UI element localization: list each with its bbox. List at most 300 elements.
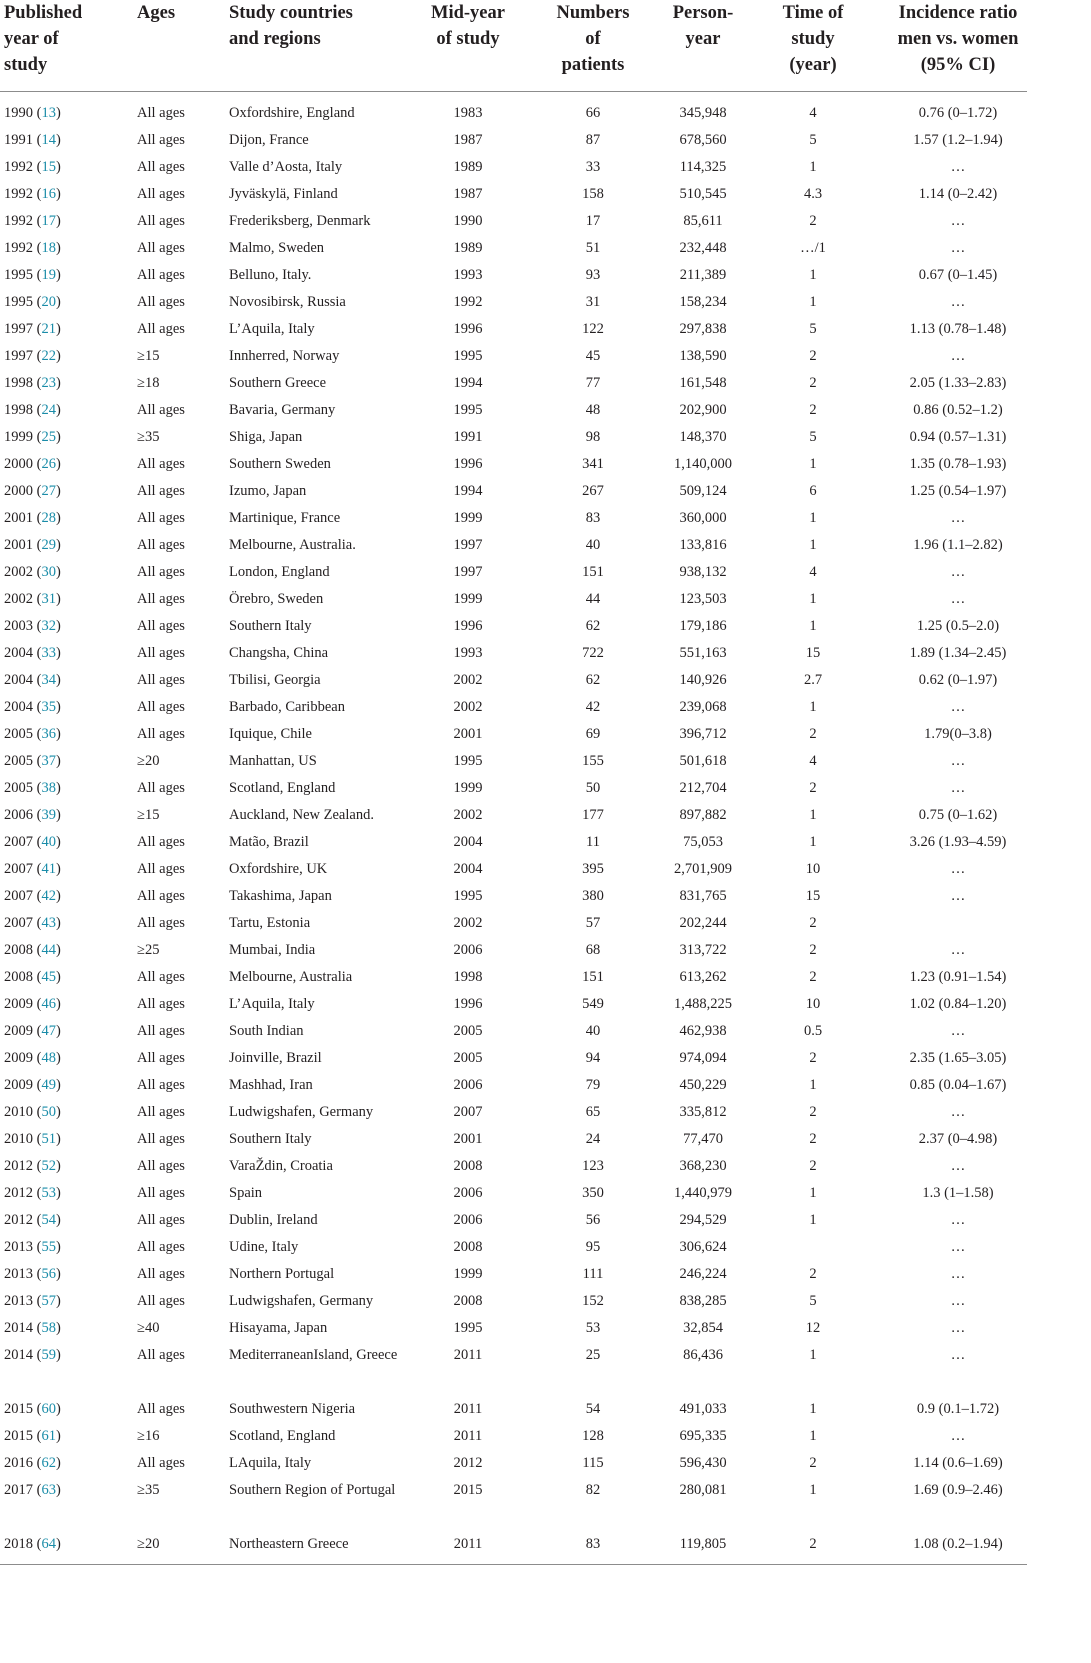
person-year-cell: 974,094 bbox=[679, 1050, 727, 1066]
reference-link[interactable]: 22 bbox=[41, 348, 56, 364]
table-row bbox=[0, 1261, 1027, 1288]
published-year: 2015 bbox=[4, 1401, 33, 1417]
published-year-cell: 1992 (15) bbox=[4, 159, 61, 175]
mid-year-cell: 2004 bbox=[453, 834, 483, 850]
incidence-ratio-cell: 1.23 (0.91–1.54) bbox=[909, 969, 1007, 985]
person-year-cell: 246,224 bbox=[679, 1266, 727, 1282]
mid-year-cell: 2002 bbox=[453, 672, 483, 688]
published-year: 2005 bbox=[4, 753, 33, 769]
ages-cell: All ages bbox=[137, 645, 185, 661]
reference-link[interactable]: 17 bbox=[41, 213, 56, 229]
reference-link[interactable]: 51 bbox=[41, 1131, 56, 1147]
time-of-study-cell: 5 bbox=[809, 321, 817, 337]
patients-cell: 123 bbox=[582, 1158, 604, 1174]
published-year-cell: 2017 (63) bbox=[4, 1482, 61, 1498]
time-of-study-cell: 1 bbox=[809, 1185, 817, 1201]
published-year: 2014 bbox=[4, 1347, 33, 1363]
study-region-cell: Hisayama, Japan bbox=[229, 1320, 328, 1336]
ages-cell: All ages bbox=[137, 861, 185, 877]
person-year-cell: 211,389 bbox=[679, 267, 727, 283]
incidence-ratio-cell: 1.02 (0.84–1.20) bbox=[909, 996, 1007, 1012]
incidence-ratio-cell: … bbox=[950, 861, 966, 877]
person-year-cell: 695,335 bbox=[679, 1428, 727, 1444]
incidence-ratio-cell: … bbox=[950, 294, 966, 310]
reference-link[interactable]: 55 bbox=[41, 1239, 56, 1255]
ages-cell: All ages bbox=[137, 699, 185, 715]
reference-link[interactable]: 47 bbox=[41, 1023, 56, 1039]
mid-year-cell: 2001 bbox=[453, 726, 483, 742]
published-year-cell: 2002 (31) bbox=[4, 591, 61, 607]
published-year-cell: 1990 (13) bbox=[4, 105, 61, 121]
patients-cell: 79 bbox=[585, 1077, 601, 1093]
time-of-study-cell: 1 bbox=[809, 1482, 817, 1498]
reference-link[interactable]: 63 bbox=[41, 1482, 56, 1498]
ages-cell: All ages bbox=[137, 294, 185, 310]
time-of-study-cell: 4.3 bbox=[803, 186, 823, 202]
reference-link[interactable]: 14 bbox=[41, 132, 56, 148]
incidence-ratio-cell: … bbox=[950, 348, 966, 364]
table-row bbox=[0, 1234, 1027, 1261]
published-year-cell: 2007 (40) bbox=[4, 834, 61, 850]
published-year-cell: 1995 (20) bbox=[4, 294, 61, 310]
incidence-ratio-cell: 3.26 (1.93–4.59) bbox=[909, 834, 1007, 850]
ages-cell: All ages bbox=[137, 510, 185, 526]
study-region-cell: Malmo, Sweden bbox=[229, 240, 325, 256]
mid-year-cell: 1987 bbox=[453, 132, 483, 148]
person-year-cell: 239,068 bbox=[679, 699, 727, 715]
time-of-study-cell: 1 bbox=[809, 699, 817, 715]
incidence-ratio-cell: … bbox=[950, 564, 966, 580]
table-row bbox=[0, 694, 1027, 721]
patients-cell: 33 bbox=[585, 159, 601, 175]
published-year: 2008 bbox=[4, 942, 33, 958]
reference-link[interactable]: 54 bbox=[41, 1212, 56, 1228]
published-year: 2008 bbox=[4, 969, 33, 985]
time-of-study-cell: 2 bbox=[809, 1266, 817, 1282]
reference-link[interactable]: 28 bbox=[41, 510, 56, 526]
time-of-study-cell: 1 bbox=[809, 1212, 817, 1228]
mid-year-cell: 1993 bbox=[453, 645, 483, 661]
reference-link[interactable]: 29 bbox=[41, 537, 56, 553]
ages-cell: All ages bbox=[137, 591, 185, 607]
patients-cell: 24 bbox=[585, 1131, 601, 1147]
published-year: 2013 bbox=[4, 1293, 33, 1309]
ages-cell: All ages bbox=[137, 1266, 185, 1282]
reference-link[interactable]: 19 bbox=[41, 267, 56, 283]
study-region-cell: Ludwigshafen, Germany bbox=[229, 1293, 374, 1309]
incidence-ratio-cell: … bbox=[950, 888, 966, 904]
patients-cell: 40 bbox=[585, 1023, 601, 1039]
reference-link[interactable]: 42 bbox=[41, 888, 56, 904]
published-year: 2013 bbox=[4, 1239, 33, 1255]
patients-cell: 65 bbox=[585, 1104, 601, 1120]
reference-link[interactable]: 37 bbox=[41, 753, 56, 769]
ages-cell: All ages bbox=[137, 213, 185, 229]
table-row bbox=[0, 1207, 1027, 1234]
published-year-cell: 2014 (59) bbox=[4, 1347, 61, 1363]
reference-link[interactable]: 27 bbox=[41, 483, 56, 499]
published-year: 2012 bbox=[4, 1158, 33, 1174]
reference-link[interactable]: 20 bbox=[41, 294, 56, 310]
reference-link[interactable]: 13 bbox=[41, 105, 56, 121]
mid-year-cell: 1994 bbox=[453, 483, 483, 499]
time-of-study-cell: 2 bbox=[809, 1131, 817, 1147]
person-year-cell: 396,712 bbox=[679, 726, 727, 742]
study-region-cell: Jyväskylä, Finland bbox=[229, 186, 338, 202]
person-year-cell: 148,370 bbox=[679, 429, 727, 445]
ages-cell: All ages bbox=[137, 1185, 185, 1201]
time-of-study-cell: 1 bbox=[809, 510, 817, 526]
reference-link[interactable]: 56 bbox=[41, 1266, 56, 1282]
incidence-ratio-cell: … bbox=[950, 1347, 966, 1363]
table-row bbox=[0, 775, 1027, 802]
reference-link[interactable]: 24 bbox=[41, 402, 56, 418]
published-year-cell: 2015 (61) bbox=[4, 1428, 61, 1444]
time-of-study-cell: 2 bbox=[809, 726, 817, 742]
time-of-study-cell: 1 bbox=[809, 1401, 817, 1417]
table-row bbox=[0, 262, 1027, 289]
published-year-cell: 2013 (57) bbox=[4, 1293, 61, 1309]
ages-cell: All ages bbox=[137, 456, 185, 472]
mid-year-cell: 2005 bbox=[453, 1050, 483, 1066]
patients-cell: 57 bbox=[585, 915, 601, 931]
incidence-ratio-cell: 0.67 (0–1.45) bbox=[918, 267, 998, 283]
incidence-ratio-cell: 2.35 (1.65–3.05) bbox=[909, 1050, 1007, 1066]
mid-year-cell: 2006 bbox=[453, 1212, 483, 1228]
patients-cell: 94 bbox=[585, 1050, 601, 1066]
time-of-study-cell: 10 bbox=[805, 861, 821, 877]
published-year: 1997 bbox=[4, 321, 33, 337]
patients-cell: 87 bbox=[585, 132, 601, 148]
published-year-cell: 2009 (48) bbox=[4, 1050, 61, 1066]
table-row bbox=[0, 856, 1027, 883]
person-year-cell: 133,816 bbox=[679, 537, 727, 553]
published-year: 2002 bbox=[4, 591, 33, 607]
reference-link[interactable]: 39 bbox=[41, 807, 56, 823]
published-year-cell: 1992 (17) bbox=[4, 213, 61, 229]
incidence-ratio-cell: 1.14 (0.6–1.69) bbox=[913, 1455, 1003, 1471]
mid-year-cell: 2008 bbox=[453, 1239, 483, 1255]
published-year-cell: 2013 (56) bbox=[4, 1266, 61, 1282]
patients-cell: 56 bbox=[585, 1212, 601, 1228]
mid-year-cell: 1994 bbox=[453, 375, 483, 391]
incidence-ratio-cell: … bbox=[950, 780, 966, 796]
incidence-ratio-cell: 1.3 (1–1.58) bbox=[922, 1185, 994, 1201]
published-year-cell: 2009 (46) bbox=[4, 996, 61, 1012]
reference-link[interactable]: 43 bbox=[41, 915, 56, 931]
published-year: 2015 bbox=[4, 1428, 33, 1444]
published-year: 1995 bbox=[4, 267, 33, 283]
incidence-ratio-cell: … bbox=[950, 159, 966, 175]
incidence-ratio-cell: … bbox=[950, 591, 966, 607]
patients-cell: 48 bbox=[585, 402, 601, 418]
patients-cell: 350 bbox=[582, 1185, 604, 1201]
incidence-ratio-cell: 1.25 (0.54–1.97) bbox=[909, 483, 1007, 499]
time-of-study-cell: 1 bbox=[809, 1428, 817, 1444]
table-row bbox=[0, 1153, 1027, 1180]
incidence-ratio-cell: … bbox=[950, 1239, 966, 1255]
table-row bbox=[0, 1531, 1027, 1558]
person-year-cell: 77,470 bbox=[683, 1131, 723, 1147]
study-region-cell: Udine, Italy bbox=[229, 1239, 299, 1255]
study-region-cell: South Indian bbox=[229, 1023, 304, 1039]
reference-link[interactable]: 18 bbox=[41, 240, 56, 256]
study-region-cell: MediterraneanIsland, Greece bbox=[229, 1347, 398, 1363]
patients-cell: 380 bbox=[582, 888, 604, 904]
published-year-cell: 2018 (64) bbox=[4, 1536, 61, 1552]
mid-year-cell: 1989 bbox=[453, 240, 483, 256]
person-year-cell: 140,926 bbox=[679, 672, 727, 688]
published-year: 2005 bbox=[4, 726, 33, 742]
mid-year-cell: 2002 bbox=[453, 915, 483, 931]
table-row bbox=[0, 640, 1027, 667]
person-year-cell: 462,938 bbox=[679, 1023, 727, 1039]
table-row bbox=[0, 1126, 1027, 1153]
published-year: 1998 bbox=[4, 402, 33, 418]
mid-year-cell: 2002 bbox=[453, 699, 483, 715]
reference-link[interactable]: 53 bbox=[41, 1185, 56, 1201]
reference-link[interactable]: 32 bbox=[41, 618, 56, 634]
person-year-cell: 232,448 bbox=[679, 240, 727, 256]
reference-link[interactable]: 59 bbox=[41, 1347, 56, 1363]
patients-cell: 17 bbox=[585, 213, 601, 229]
table-body bbox=[0, 100, 1027, 1558]
time-of-study-cell: 6 bbox=[809, 483, 817, 499]
study-region-cell: Shiga, Japan bbox=[229, 429, 303, 445]
published-year-cell: 2007 (43) bbox=[4, 915, 61, 931]
table-row bbox=[0, 1450, 1027, 1477]
reference-link[interactable]: 16 bbox=[41, 186, 56, 202]
patients-cell: 341 bbox=[582, 456, 604, 472]
table-row bbox=[0, 964, 1027, 991]
reference-link[interactable]: 33 bbox=[41, 645, 56, 661]
reference-link[interactable]: 49 bbox=[41, 1077, 56, 1093]
table-row bbox=[0, 1396, 1027, 1423]
published-year-cell: 1997 (21) bbox=[4, 321, 61, 337]
time-of-study-cell: 5 bbox=[809, 132, 817, 148]
reference-link[interactable]: 64 bbox=[41, 1536, 56, 1552]
published-year: 2002 bbox=[4, 564, 33, 580]
published-year-cell: 1995 (19) bbox=[4, 267, 61, 283]
person-year-cell: 613,262 bbox=[679, 969, 727, 985]
reference-link[interactable]: 50 bbox=[41, 1104, 56, 1120]
patients-cell: 66 bbox=[585, 105, 601, 121]
time-of-study-cell: 1 bbox=[809, 1347, 817, 1363]
person-year-cell: 551,163 bbox=[679, 645, 727, 661]
table-row bbox=[0, 1180, 1027, 1207]
mid-year-cell: 1983 bbox=[453, 105, 483, 121]
time-of-study-cell: 0.5 bbox=[803, 1023, 823, 1039]
mid-year-cell: 2007 bbox=[453, 1104, 483, 1120]
mid-year-cell: 2015 bbox=[453, 1482, 483, 1498]
time-of-study-cell: 1 bbox=[809, 1077, 817, 1093]
incidence-ratio-cell: … bbox=[950, 699, 966, 715]
time-of-study-cell: 2 bbox=[809, 1158, 817, 1174]
ages-cell: All ages bbox=[137, 1050, 185, 1066]
study-region-cell: Southern Italy bbox=[229, 618, 312, 634]
reference-link[interactable]: 60 bbox=[41, 1401, 56, 1417]
time-of-study-cell: 4 bbox=[809, 105, 817, 121]
incidence-ratio-cell: 0.62 (0–1.97) bbox=[918, 672, 998, 688]
table-row bbox=[0, 100, 1027, 127]
table-row bbox=[0, 235, 1027, 262]
mid-year-cell: 1995 bbox=[453, 402, 483, 418]
reference-link[interactable]: 40 bbox=[41, 834, 56, 850]
time-of-study-cell: 2 bbox=[809, 1050, 817, 1066]
published-year: 1992 bbox=[4, 240, 33, 256]
time-of-study-cell: 15 bbox=[805, 645, 821, 661]
study-region-cell: Matão, Brazil bbox=[229, 834, 309, 850]
mid-year-cell: 2011 bbox=[453, 1401, 483, 1417]
patients-cell: 62 bbox=[585, 618, 601, 634]
patients-cell: 98 bbox=[585, 429, 601, 445]
time-of-study-cell: 5 bbox=[809, 1293, 817, 1309]
bottom-rule bbox=[0, 1564, 1027, 1565]
person-year-cell: 123,503 bbox=[679, 591, 727, 607]
person-year-cell: 1,488,225 bbox=[674, 996, 732, 1012]
ages-cell: All ages bbox=[137, 564, 185, 580]
reference-link[interactable]: 36 bbox=[41, 726, 56, 742]
study-region-cell: Scotland, England bbox=[229, 1428, 336, 1444]
person-year-cell: 510,545 bbox=[679, 186, 727, 202]
reference-link[interactable]: 21 bbox=[41, 321, 56, 337]
ages-cell: All ages bbox=[137, 618, 185, 634]
header-rule bbox=[0, 91, 1027, 92]
header-published-year: Published year of study bbox=[4, 3, 83, 75]
ages-cell: All ages bbox=[137, 1455, 185, 1471]
person-year-cell: 119,805 bbox=[679, 1536, 727, 1552]
ages-cell: ≥40 bbox=[137, 1320, 160, 1336]
header-study-countries: Study countries and regions bbox=[229, 3, 353, 49]
incidence-ratio-cell: … bbox=[950, 1023, 966, 1039]
ages-cell: All ages bbox=[137, 915, 185, 931]
reference-link[interactable]: 57 bbox=[41, 1293, 56, 1309]
reference-link[interactable]: 30 bbox=[41, 564, 56, 580]
study-region-cell: Oxfordshire, UK bbox=[229, 861, 328, 877]
person-year-cell: 114,325 bbox=[679, 159, 727, 175]
header-incidence-ratio: Incidence ratio men vs. women (95% CI) bbox=[897, 3, 1019, 75]
reference-link[interactable]: 25 bbox=[41, 429, 56, 445]
patients-cell: 267 bbox=[582, 483, 604, 499]
ages-cell: All ages bbox=[137, 834, 185, 850]
person-year-cell: 596,430 bbox=[679, 1455, 727, 1471]
reference-link[interactable]: 41 bbox=[41, 861, 56, 877]
reference-link[interactable]: 45 bbox=[41, 969, 56, 985]
reference-link[interactable]: 38 bbox=[41, 780, 56, 796]
reference-link[interactable]: 35 bbox=[41, 699, 56, 715]
reference-link[interactable]: 58 bbox=[41, 1320, 56, 1336]
published-year: 2003 bbox=[4, 618, 33, 634]
reference-link[interactable]: 23 bbox=[41, 375, 56, 391]
patients-cell: 722 bbox=[582, 645, 604, 661]
study-region-cell: Izumo, Japan bbox=[229, 483, 307, 499]
published-year-cell: 2002 (30) bbox=[4, 564, 61, 580]
study-region-cell: Ludwigshafen, Germany bbox=[229, 1104, 374, 1120]
mid-year-cell: 1996 bbox=[453, 321, 483, 337]
reference-link[interactable]: 26 bbox=[41, 456, 56, 472]
published-year-cell: 2014 (58) bbox=[4, 1320, 61, 1336]
study-region-cell: Innherred, Norway bbox=[229, 348, 340, 364]
reference-link[interactable]: 15 bbox=[41, 159, 56, 175]
published-year: 2007 bbox=[4, 915, 33, 931]
incidence-ratio-cell: 0.75 (0–1.62) bbox=[918, 807, 998, 823]
patients-cell: 549 bbox=[582, 996, 604, 1012]
reference-link[interactable]: 34 bbox=[41, 672, 56, 688]
table-header bbox=[0, 0, 1027, 90]
study-region-cell: Tbilisi, Georgia bbox=[229, 672, 321, 688]
person-year-cell: 897,882 bbox=[679, 807, 727, 823]
incidence-ratio-cell: 0.76 (0–1.72) bbox=[918, 105, 998, 121]
time-of-study-cell: 2 bbox=[809, 402, 817, 418]
incidence-ratio-cell: 0.85 (0.04–1.67) bbox=[909, 1077, 1007, 1093]
incidence-ratio-cell: 0.9 (0.1–1.72) bbox=[916, 1401, 1000, 1417]
header-numbers-of-patients: Numbers of patients bbox=[556, 3, 630, 75]
mid-year-cell: 1995 bbox=[453, 1320, 483, 1336]
published-year-cell: 2016 (62) bbox=[4, 1455, 61, 1471]
published-year: 2006 bbox=[4, 807, 33, 823]
incidence-ratio-cell: … bbox=[950, 1212, 966, 1228]
reference-link[interactable]: 48 bbox=[41, 1050, 56, 1066]
study-region-cell: Mumbai, India bbox=[229, 942, 316, 958]
table-row bbox=[0, 910, 1027, 937]
time-of-study-cell: 2 bbox=[809, 969, 817, 985]
ages-cell: ≥15 bbox=[137, 807, 160, 823]
mid-year-cell: 1996 bbox=[453, 618, 483, 634]
reference-link[interactable]: 62 bbox=[41, 1455, 56, 1471]
patients-cell: 45 bbox=[585, 348, 601, 364]
person-year-cell: 678,560 bbox=[679, 132, 727, 148]
ages-cell: ≥35 bbox=[137, 429, 160, 445]
table-row bbox=[0, 505, 1027, 532]
table-row bbox=[0, 208, 1027, 235]
patients-cell: 44 bbox=[585, 591, 601, 607]
reference-link[interactable]: 52 bbox=[41, 1158, 56, 1174]
time-of-study-cell: 2 bbox=[809, 375, 817, 391]
person-year-cell: 450,229 bbox=[679, 1077, 727, 1093]
reference-link[interactable]: 44 bbox=[41, 942, 56, 958]
reference-link[interactable]: 61 bbox=[41, 1428, 56, 1444]
patients-cell: 111 bbox=[582, 1266, 604, 1282]
study-region-cell: Frederiksberg, Denmark bbox=[229, 213, 371, 229]
published-year-cell: 2012 (54) bbox=[4, 1212, 61, 1228]
person-year-cell: 938,132 bbox=[679, 564, 727, 580]
header-mid-year: Mid-year of study bbox=[431, 3, 505, 49]
person-year-cell: 280,081 bbox=[679, 1482, 727, 1498]
published-year: 2018 bbox=[4, 1536, 33, 1552]
incidence-ratio-cell: … bbox=[950, 213, 966, 229]
time-of-study-cell: 1 bbox=[809, 267, 817, 283]
reference-link[interactable]: 46 bbox=[41, 996, 56, 1012]
table-row bbox=[0, 478, 1027, 505]
incidence-ratio-cell: 1.79(0–3.8) bbox=[924, 726, 992, 742]
patients-cell: 62 bbox=[585, 672, 601, 688]
published-year: 1990 bbox=[4, 105, 33, 121]
reference-link[interactable]: 31 bbox=[41, 591, 56, 607]
person-year-cell: 32,854 bbox=[683, 1320, 723, 1336]
table-row bbox=[0, 883, 1027, 910]
person-year-cell: 75,053 bbox=[683, 834, 723, 850]
patients-cell: 151 bbox=[582, 969, 604, 985]
published-year: 2009 bbox=[4, 996, 33, 1012]
study-region-cell: Barbado, Caribbean bbox=[229, 699, 345, 715]
study-region-cell: Southern Greece bbox=[229, 375, 327, 391]
published-year: 1998 bbox=[4, 375, 33, 391]
patients-cell: 395 bbox=[582, 861, 604, 877]
ages-cell: All ages bbox=[137, 780, 185, 796]
study-region-cell: Mashhad, Iran bbox=[229, 1077, 313, 1093]
time-of-study-cell: 2 bbox=[809, 780, 817, 796]
time-of-study-cell: 1 bbox=[809, 456, 817, 472]
